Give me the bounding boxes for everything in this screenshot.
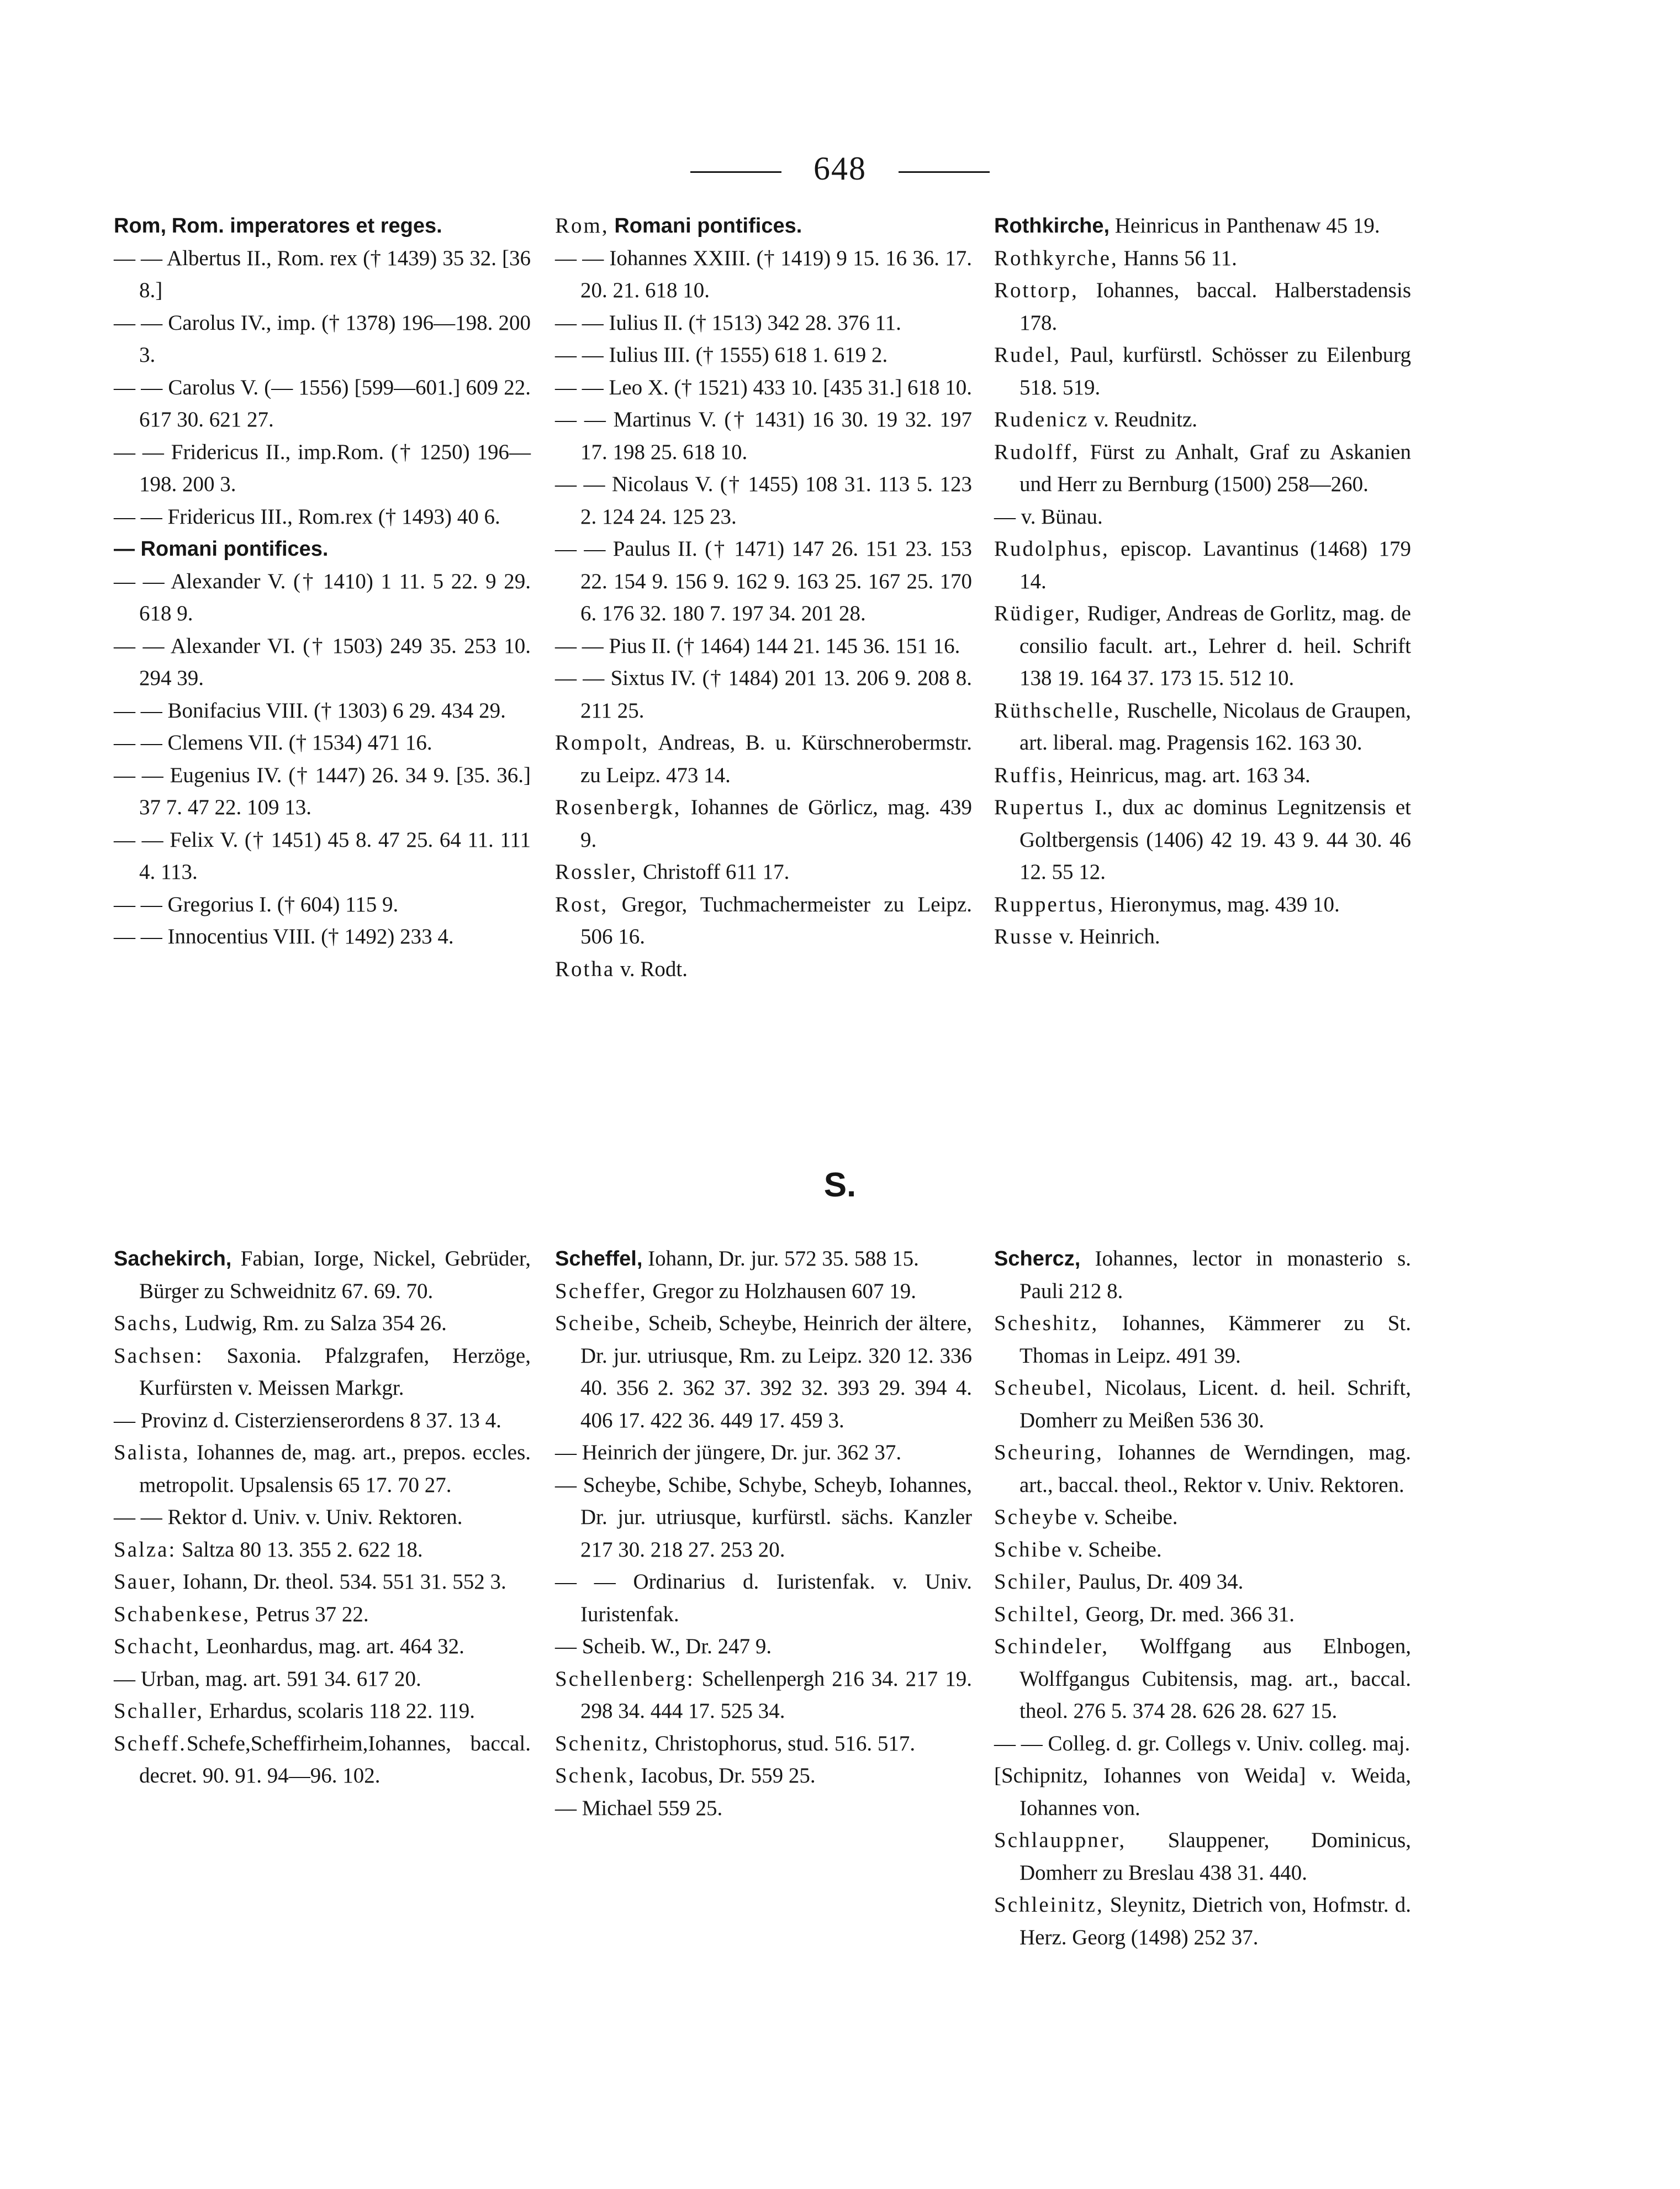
entry-headword: Scheffel, xyxy=(555,1247,643,1270)
index-entry xyxy=(994,1566,1411,1599)
entry-text: Iohannes de Werndingen, mag. art., baccal. theol., Rektor v. Univ. Rektoren. xyxy=(1019,1441,1411,1497)
entry-heading: — Romani pontifices. xyxy=(114,537,329,561)
index-entry xyxy=(114,372,531,436)
index-entry xyxy=(555,1631,972,1663)
index-entry xyxy=(555,210,972,242)
column-3 xyxy=(994,210,1411,953)
entry-headword: Scheuring, xyxy=(994,1441,1103,1464)
entry-text: Erhardus, scolaris 118 22. 119. xyxy=(203,1699,475,1723)
index-entry xyxy=(994,1243,1411,1307)
entry-headword: Rudel, xyxy=(994,343,1061,367)
entry-headword: Rotha xyxy=(555,957,615,981)
index-entry xyxy=(114,1405,531,1437)
column-2 xyxy=(555,1243,972,1824)
entry-text: — Heinrich der jüngere, Dr. jur. 362 37. xyxy=(555,1441,902,1464)
entry-text: v. Scheibe. xyxy=(1063,1537,1162,1562)
index-entry xyxy=(555,662,972,727)
entry-text: Gregor, Tuchmachermeister zu Leipz. 506 16. xyxy=(580,892,972,948)
column-3 xyxy=(994,1243,1411,1954)
entry-text: Iohannes, Kämmerer zu St. Thomas in Leipz. 491 39. xyxy=(1019,1311,1411,1368)
entry-text: — — Carolus IV., imp. († 1378) 196—198. 200 3. xyxy=(114,310,531,367)
index-entry xyxy=(555,1566,972,1631)
entry-text: Christoff 611 17. xyxy=(637,860,790,884)
entry-text: Wolffgang aus Elnbogen, Wolffgangus Cubitensis, mag. art., baccal. theol. 276 5. 374 28. 626 28. 627 15. xyxy=(1019,1634,1411,1723)
entry-text: episcop. Lavantinus (1468) 179 14. xyxy=(1019,537,1411,593)
entry-text: Ruschelle, Nicolaus de Graupen, art. liberal. mag. Pragensis 162. 163 30. xyxy=(1019,698,1411,755)
entry-text: Iohann, Dr. theol. 534. 551 31. 552 3. xyxy=(177,1570,506,1594)
entry-text: — Scheybe, Schibe, Schybe, Scheyb, Iohannes, Dr. jur. utriusque, kurfürstl. sächs. Kanzler 217 30. 218 27. 253 20. xyxy=(555,1473,972,1562)
index-entry xyxy=(994,1824,1411,1889)
index-entry xyxy=(114,1340,531,1405)
entry-text: Iohannes de Görlicz, mag. 439 9. xyxy=(580,795,972,852)
entry-text: Saxonia. Pfalzgrafen, Herzöge, Kurfürsten v. Meissen Markgr. xyxy=(139,1343,531,1400)
index-entry xyxy=(994,889,1411,921)
column-1 xyxy=(114,1243,531,1792)
entry-text: Hieronymus, mag. 439 10. xyxy=(1105,892,1340,916)
entry-text: Iohann, Dr. jur. 572 35. 588 15. xyxy=(642,1247,919,1270)
index-entry xyxy=(994,695,1411,759)
entry-headword: Rost, xyxy=(555,892,609,916)
entry-headword: Rom, xyxy=(555,214,609,238)
entry-headword: Sauer, xyxy=(114,1570,177,1594)
index-entry xyxy=(994,501,1411,534)
section-letter-heading: S. xyxy=(823,1166,857,1204)
entry-text: Leonhardus, mag. art. 464 32. xyxy=(200,1634,464,1658)
entry-text: v. Heinrich. xyxy=(1054,925,1160,948)
index-entry xyxy=(114,1695,531,1728)
entry-text: v. Reudnitz. xyxy=(1089,408,1198,431)
entry-headword: Scheshitz, xyxy=(994,1311,1099,1335)
index-entry xyxy=(114,1631,531,1663)
entry-headword: Rudenicz xyxy=(994,408,1089,431)
index-entry xyxy=(994,275,1411,339)
entry-text: — Provinz d. Cisterzienserordens 8 37. 13 4. xyxy=(114,1408,501,1432)
entry-text: I., dux ac dominus Legnitzensis et Goltbergensis (1406) 42 19. 43 9. 44 30. 46 12. 55 12. xyxy=(1019,795,1411,884)
index-entry xyxy=(994,921,1411,953)
index-entry xyxy=(994,242,1411,275)
entry-headword: Rüthschelle, xyxy=(994,698,1121,722)
entry-heading: Rom. imperatores et reges. xyxy=(171,214,442,238)
entry-text: Nicolaus, Licent. d. heil. Schrift, Domherr zu Meißen 536 30. xyxy=(1019,1376,1411,1432)
entry-text: v. Scheibe. xyxy=(1079,1505,1178,1529)
entry-headword: Rossler, xyxy=(555,860,638,884)
index-entry xyxy=(994,792,1411,889)
entry-text: Paulus, Dr. 409 34. xyxy=(1073,1570,1244,1594)
entry-text: Iohannes, lector in monasterio s. Pauli 212 8. xyxy=(1019,1247,1411,1303)
entry-text: [Schipnitz, Iohannes von Weida] v. Weida, Iohannes von. xyxy=(994,1764,1411,1820)
index-entry xyxy=(555,404,972,468)
index-entry xyxy=(114,242,531,307)
index-entry xyxy=(114,1437,531,1501)
entry-headword: Scheff. xyxy=(114,1731,187,1755)
entry-headword: Ruffis, xyxy=(994,763,1065,787)
index-entry xyxy=(114,1599,531,1631)
entry-text: Schefe,Scheffirheim,Iohannes, baccal. decret. 90. 91. 94—96. 102. xyxy=(139,1731,531,1787)
entry-headword: Scheffer, xyxy=(555,1279,647,1303)
index-entry xyxy=(555,889,972,953)
entry-headword: Rosenbergk, xyxy=(555,795,681,819)
index-entry xyxy=(114,210,531,242)
index-entry xyxy=(114,1728,531,1792)
entry-headword: Schenk, xyxy=(555,1764,636,1787)
entry-headword: Scheibe, xyxy=(555,1311,642,1335)
index-entry xyxy=(994,533,1411,598)
entry-headword: Salista, xyxy=(114,1441,190,1464)
entry-headword: Schacht, xyxy=(114,1634,201,1658)
entry-heading: Romani pontifices. xyxy=(614,214,802,238)
entry-text: — — Sixtus IV. († 1484) 201 13. 206 9. 208 8. 211 25. xyxy=(555,666,972,722)
index-entry xyxy=(555,1792,972,1825)
entry-headword: Schenitz, xyxy=(555,1731,650,1755)
index-entry xyxy=(994,210,1411,242)
index-entry xyxy=(114,759,531,824)
entry-text: Hanns 56 11. xyxy=(1118,246,1237,270)
index-entry xyxy=(555,1437,972,1469)
index-entry xyxy=(114,566,531,630)
entry-text: Heinricus in Panthenaw 45 19. xyxy=(1110,214,1380,238)
entry-text: — — Bonifacius VIII. († 1303) 6 29. 434 29. xyxy=(114,698,506,722)
entry-text: Andreas, B. u. Kürschnerobermstr. zu Leipz. 473 14. xyxy=(580,731,972,787)
entry-text: — — Paulus II. († 1471) 147 26. 151 23. 153 22. 154 9. 156 9. 162 9. 163 25. 167 25. 170 6. 176 32. 180 7. 197 34. 201 28. xyxy=(555,537,972,625)
entry-text: — Michael 559 25. xyxy=(555,1796,723,1820)
entry-headword: Rothkyrche, xyxy=(994,246,1118,270)
index-entry xyxy=(114,533,531,566)
index-entry xyxy=(114,921,531,953)
index-entry xyxy=(114,1243,531,1307)
entry-text: — Urban, mag. art. 591 34. 617 20. xyxy=(114,1666,421,1691)
index-entry xyxy=(994,436,1411,501)
entry-headword: Schibe xyxy=(994,1537,1063,1562)
entry-text: Schellenpergh 216 34. 217 19. 298 34. 444 17. 525 34. xyxy=(580,1666,972,1723)
entry-text: — — Martinus V. († 1431) 16 30. 19 32. 197 17. 198 25. 618 10. xyxy=(555,408,972,464)
index-entry xyxy=(555,1663,972,1728)
entry-text: Sleynitz, Dietrich von, Hofmstr. d. Herz. Georg (1498) 252 37. xyxy=(1019,1893,1411,1949)
entry-text: — — Iulius II. († 1513) 342 28. 376 11. xyxy=(555,310,901,335)
column-1 xyxy=(114,210,531,953)
index-entry xyxy=(555,1243,972,1275)
entry-text: Iohannes de, mag. art., prepos. eccles. metropolit. Upsalensis 65 17. 70 27. xyxy=(139,1441,531,1497)
entry-text: — — Iohannes XXIII. († 1419) 9 15. 16 36. 17. 20. 21. 618 10. xyxy=(555,246,972,302)
index-entry xyxy=(555,242,972,307)
index-entry xyxy=(555,727,972,792)
entry-text: — — Innocentius VIII. († 1492) 233 4. xyxy=(114,925,454,948)
index-entry xyxy=(555,630,972,663)
index-entry xyxy=(114,824,531,889)
index-entry xyxy=(994,1760,1411,1824)
entry-headword: Schercz, xyxy=(994,1247,1081,1270)
entry-text: Iacobus, Dr. 559 25. xyxy=(635,1764,816,1787)
entry-text: — v. Bünau. xyxy=(994,504,1103,529)
entry-text: Iohannes, baccal. Halberstadensis 178. xyxy=(1019,278,1411,335)
index-entry xyxy=(994,1307,1411,1372)
entry-text: — — Alexander V. († 1410) 1 11. 5 22. 9 29. 618 9. xyxy=(114,569,531,625)
index-entry xyxy=(994,598,1411,695)
index-entry xyxy=(994,1372,1411,1437)
entry-text: — — Ordinarius d. Iuristenfak. v. Univ. Iuristenfak. xyxy=(555,1570,972,1626)
index-entry xyxy=(555,792,972,856)
index-entry xyxy=(114,1663,531,1696)
entry-text: — — Alexander VI. († 1503) 249 35. 253 10. 294 39. xyxy=(114,634,531,690)
entry-headword: Rompolt, xyxy=(555,731,649,755)
index-entry xyxy=(114,889,531,921)
index-entry xyxy=(114,1566,531,1599)
entry-headword: Rudolff, xyxy=(994,440,1080,464)
entry-headword: Sachs, xyxy=(114,1311,179,1335)
entry-text: — — Fridericus II., imp.Rom. († 1250) 196—198. 200 3. xyxy=(114,440,531,496)
entry-headword: Sachsen: xyxy=(114,1343,204,1368)
index-entry xyxy=(994,1889,1411,1954)
entry-headword: Schleinitz, xyxy=(994,1893,1104,1917)
entry-headword: Rüdiger, xyxy=(994,602,1081,625)
entry-text: Georg, Dr. med. 366 31. xyxy=(1080,1602,1295,1626)
entry-text: — — Carolus V. (— 1556) [599—601.] 609 22. 617 30. 621 27. xyxy=(114,375,531,431)
page-number: 648 xyxy=(813,150,867,187)
entry-headword: Rottorp, xyxy=(994,278,1079,302)
index-entry xyxy=(994,1437,1411,1501)
index-entry xyxy=(114,727,531,759)
entry-text: Rudiger, Andreas de Gorlitz, mag. de consilio facult. art., Lehrer d. heil. Schrift 138 19. 164 37. 173 15. 512 10. xyxy=(1019,602,1411,690)
entry-text: v. Rodt. xyxy=(615,957,688,981)
entry-headword: Sachekirch, xyxy=(114,1247,232,1270)
entry-text: — — Pius II. († 1464) 144 21. 145 36. 151 16. xyxy=(555,634,960,658)
index-entry xyxy=(994,1631,1411,1728)
index-entry xyxy=(994,339,1411,404)
entry-text: — — Nicolaus V. († 1455) 108 31. 113 5. 123 2. 124 24. 125 23. xyxy=(555,472,972,529)
index-entry xyxy=(994,1728,1411,1760)
index-entry xyxy=(994,759,1411,792)
entry-headword: Scheybe xyxy=(994,1505,1079,1529)
entry-headword: Rothkirche, xyxy=(994,214,1110,238)
index-entry xyxy=(994,1534,1411,1566)
entry-headword: Rudolphus, xyxy=(994,537,1110,561)
entry-text: — — Fridericus III., Rom.rex († 1493) 40 6. xyxy=(114,504,500,529)
entry-text: Slauppener, Dominicus, Domherr zu Breslau 438 31. 440. xyxy=(1019,1828,1411,1885)
index-entry xyxy=(555,953,972,986)
entry-text: Ludwig, Rm. zu Salza 354 26. xyxy=(179,1311,447,1335)
index-entry xyxy=(114,436,531,501)
entry-text: — — Gregorius I. († 604) 115 9. xyxy=(114,892,399,916)
entry-headword: Schellenberg: xyxy=(555,1666,695,1691)
header-rule-left xyxy=(690,171,781,173)
entry-text: — — Iulius III. († 1555) 618 1. 619 2. xyxy=(555,343,888,367)
entry-text: Paul, kurfürstl. Schösser zu Eilenburg 518. 519. xyxy=(1019,343,1411,399)
entry-text: — — Eugenius IV. († 1447) 26. 34 9. [35. 36.] 37 7. 47 22. 109 13. xyxy=(114,763,531,819)
index-entry xyxy=(994,404,1411,436)
index-entry xyxy=(114,630,531,695)
index-entry xyxy=(555,1275,972,1308)
entry-headword: Schabenkese, xyxy=(114,1602,251,1626)
entry-headword: Ruppertus, xyxy=(994,892,1105,916)
entry-headword: Scheubel, xyxy=(994,1376,1093,1400)
entry-text: — — Clemens VII. († 1534) 471 16. xyxy=(114,731,432,755)
entry-headword: Schlauppner, xyxy=(994,1828,1127,1852)
entry-text: Heinricus, mag. art. 163 34. xyxy=(1064,763,1311,787)
header-rule-right xyxy=(899,171,990,173)
entry-headword: Schaller, xyxy=(114,1699,204,1723)
entry-text: — — Leo X. († 1521) 433 10. [435 31.] 618 10. xyxy=(555,375,972,399)
entry-text: — — Colleg. d. gr. Collegs v. Univ. colleg. maj. xyxy=(994,1731,1410,1755)
entry-text: Scheib, Scheybe, Heinrich der ältere, Dr. jur. utriusque, Rm. zu Leipz. 320 12. 336 40. 356 2. 362 37. 392 32. 393 29. 394 4. 406 17. 422 36. 449 17. 459 3. xyxy=(580,1311,972,1432)
index-entry xyxy=(555,468,972,533)
entry-headword: Schiler, xyxy=(994,1570,1073,1594)
index-entry xyxy=(555,533,972,630)
entry-text: Fabian, Iorge, Nickel, Gebrüder, Bürger zu Schweidnitz 67. 69. 70. xyxy=(139,1247,531,1303)
entry-headword: Rupertus xyxy=(994,795,1085,819)
index-entry xyxy=(555,1469,972,1566)
index-entry xyxy=(114,307,531,372)
entry-text: Petrus 37 22. xyxy=(250,1602,369,1626)
entry-headword: Salza: xyxy=(114,1537,177,1562)
entry-headword: Rom, xyxy=(114,214,166,238)
index-entry xyxy=(114,695,531,727)
entry-text: — — Felix V. († 1451) 45 8. 47 25. 64 11. 111 4. 113. xyxy=(114,827,531,884)
index-entry xyxy=(114,501,531,534)
index-entry xyxy=(114,1307,531,1340)
index-entry xyxy=(994,1599,1411,1631)
index-entry xyxy=(555,1760,972,1792)
entry-text: Fürst zu Anhalt, Graf zu Askanien und Herr zu Bernburg (1500) 258—260. xyxy=(1019,440,1411,496)
entry-text: — — Rektor d. Univ. v. Univ. Rektoren. xyxy=(114,1505,463,1529)
index-entry xyxy=(555,372,972,404)
index-entry xyxy=(555,856,972,889)
entry-text: Gregor zu Holzhausen 607 19. xyxy=(647,1279,916,1303)
index-entry xyxy=(555,1728,972,1760)
index-entry xyxy=(555,1307,972,1437)
entry-headword: Russe xyxy=(994,925,1054,948)
entry-text: — Scheib. W., Dr. 247 9. xyxy=(555,1634,772,1658)
index-entry xyxy=(114,1534,531,1566)
index-entry xyxy=(555,307,972,340)
entry-text: Saltza 80 13. 355 2. 622 18. xyxy=(176,1537,423,1562)
entry-text: Christophorus, stud. 516. 517. xyxy=(649,1731,916,1755)
entry-headword: Schiltel, xyxy=(994,1602,1080,1626)
index-entry xyxy=(994,1501,1411,1534)
index-entry xyxy=(555,339,972,372)
column-2 xyxy=(555,210,972,985)
entry-headword: Schindeler, xyxy=(994,1634,1109,1658)
index-entry xyxy=(114,1501,531,1534)
page-header xyxy=(0,146,1680,191)
entry-text: — — Albertus II., Rom. rex († 1439) 35 32. [36 8.] xyxy=(114,246,531,302)
